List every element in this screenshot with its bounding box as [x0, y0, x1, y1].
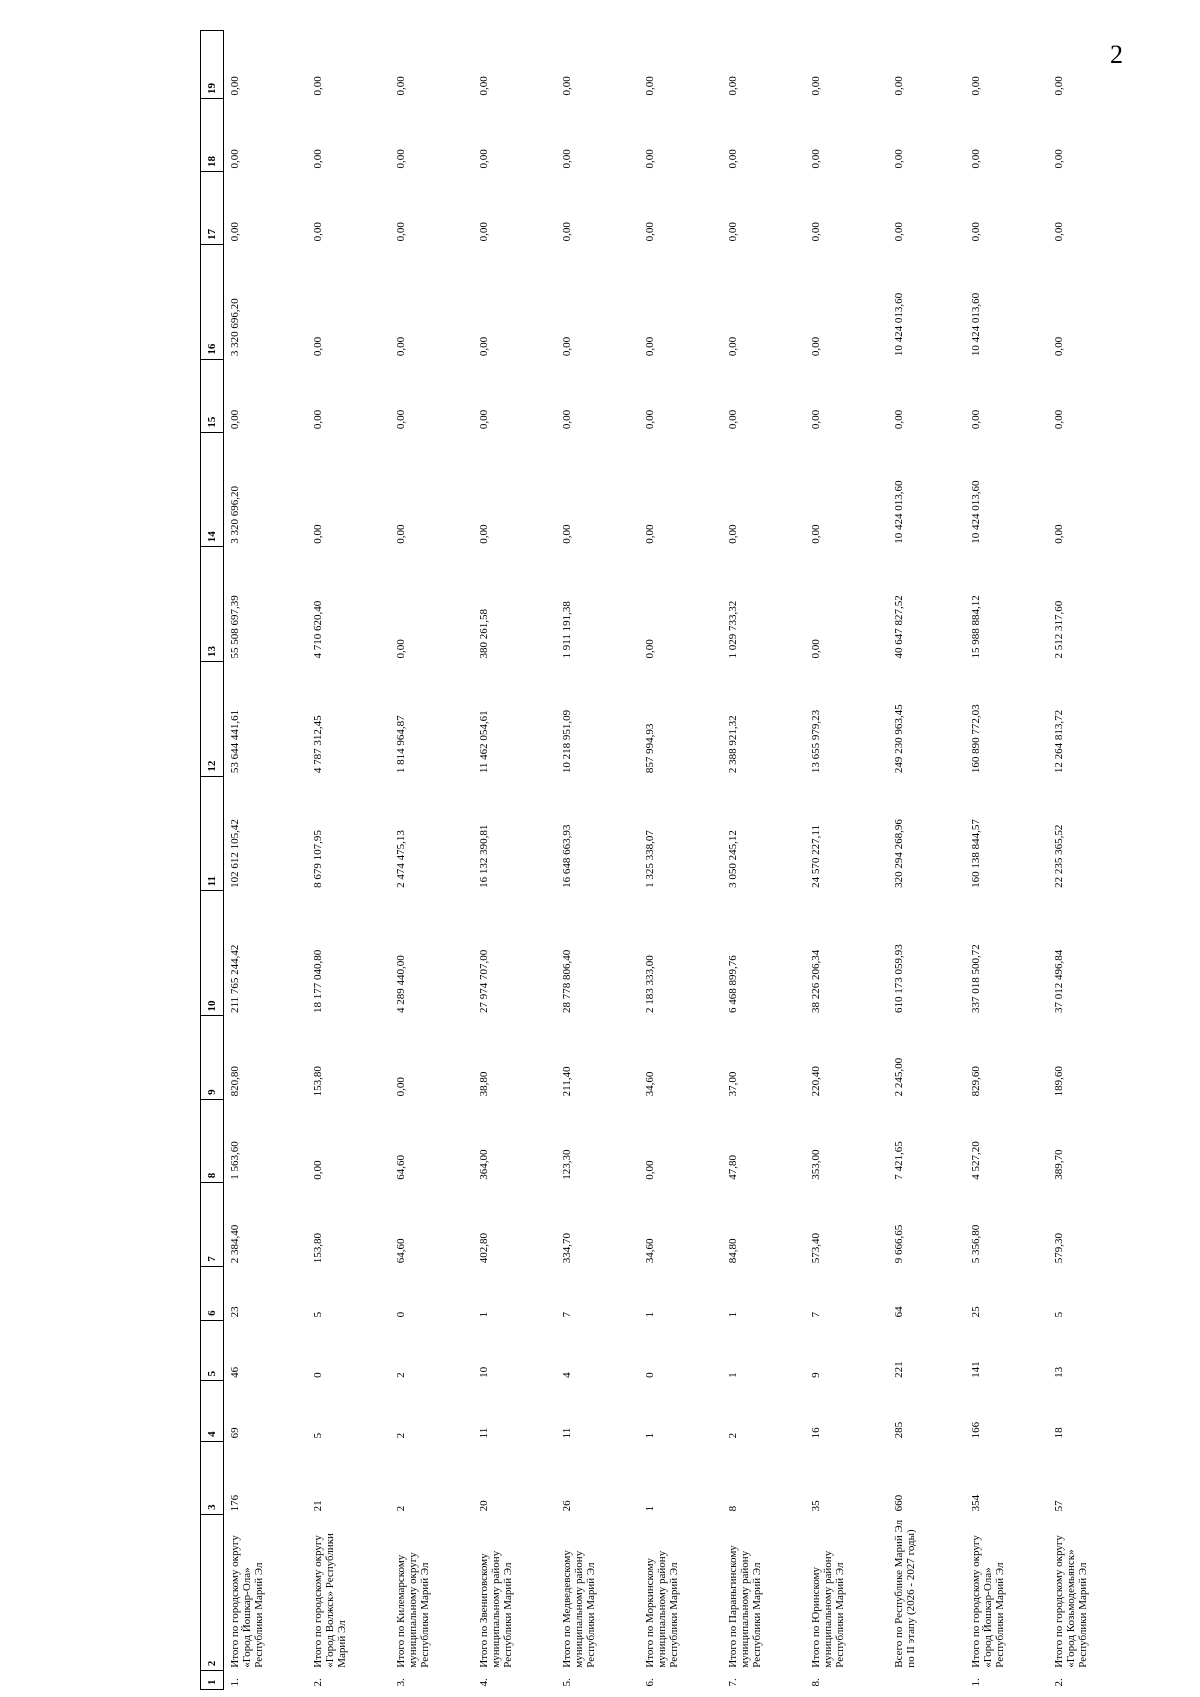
value-cell: 380 261,58 [478, 608, 490, 659]
value-cell: 4 289 440,00 [395, 955, 407, 1013]
value-cell: 0,00 [893, 409, 905, 430]
value-cell: 176 [229, 1494, 241, 1512]
value-cell: 221 [893, 1361, 905, 1378]
value-cell: 5 [1053, 1311, 1065, 1318]
value-cell: 141 [970, 1361, 982, 1378]
value-cell: 28 778 806,40 [561, 949, 573, 1013]
value-cell: 1 [727, 1311, 739, 1318]
value-cell: 153,80 [312, 1232, 324, 1264]
value-cell: 402,80 [478, 1232, 490, 1264]
value-cell: 27 974 707,00 [478, 949, 490, 1013]
value-cell: 0,00 [644, 336, 656, 357]
value-cell: 23 [229, 1306, 241, 1318]
value-cell: 4 [561, 1372, 573, 1378]
column-header-11: 11 [201, 776, 224, 891]
row-number-cell: 1. [229, 1678, 241, 1687]
value-cell: 160 138 844,57 [970, 819, 982, 888]
table-row [722, 31, 805, 1690]
value-cell: 10 424 013,60 [970, 292, 982, 357]
value-cell: 0,00 [970, 149, 982, 169]
value-cell: 153,80 [312, 1066, 324, 1097]
value-cell: 0,00 [395, 222, 407, 242]
value-cell: 123,30 [561, 1149, 573, 1180]
row-number-cell: 5. [561, 1678, 573, 1687]
column-header-1: 1 [201, 1671, 224, 1690]
value-cell: 1 [644, 1311, 656, 1318]
value-cell: 0,00 [1053, 336, 1065, 357]
value-cell: 2 245,00 [893, 1057, 905, 1097]
value-cell: 0,00 [727, 222, 739, 242]
value-cell: 0,00 [478, 524, 490, 544]
value-cell: 2 384,40 [229, 1224, 241, 1264]
value-cell: 1 [644, 1432, 656, 1439]
value-cell: 37 012 496,84 [1053, 949, 1065, 1013]
value-cell: 334,70 [561, 1232, 573, 1264]
value-cell: 579,30 [1053, 1232, 1065, 1264]
value-cell: 16 [810, 1427, 822, 1439]
value-cell: 0,00 [1053, 76, 1065, 96]
value-cell: 2 [727, 1432, 739, 1439]
value-cell: 211 765 244,42 [229, 944, 241, 1013]
value-cell: 0,00 [478, 149, 490, 169]
value-cell: 1 029 733,32 [727, 600, 739, 659]
table-row [965, 31, 1048, 1690]
value-cell: 102 612 105,42 [229, 819, 241, 888]
value-cell: 0,00 [312, 1160, 324, 1180]
value-cell: 20 [478, 1500, 490, 1512]
data-table [200, 30, 1131, 1690]
value-cell: 829,60 [970, 1066, 982, 1097]
value-cell: 660 [893, 1494, 905, 1512]
row-name-cell: Итого по Параньгинскому муниципальному району Республики Марий Эл [727, 1545, 763, 1668]
value-cell: 10 424 013,60 [893, 292, 905, 357]
value-cell: 0,00 [644, 76, 656, 96]
value-cell: 7 421,65 [893, 1141, 905, 1180]
value-cell: 0,00 [644, 639, 656, 659]
value-cell: 16 648 663,93 [561, 824, 573, 888]
row-name-cell: Итого по городскому округу «Город Йошкар-Ола» Республики Марий Эл [970, 1535, 1006, 1668]
value-cell: 0 [644, 1372, 656, 1378]
value-cell: 84,80 [727, 1238, 739, 1264]
row-number-cell: 1. [970, 1678, 982, 1687]
rotated-table-container [200, 30, 1200, 1690]
value-cell: 4 787 312,45 [312, 715, 324, 774]
table-row [307, 31, 390, 1690]
value-cell: 0,00 [644, 149, 656, 169]
value-cell: 0,00 [229, 222, 241, 242]
column-header-18: 18 [201, 98, 224, 171]
value-cell: 0,00 [810, 149, 822, 169]
value-cell: 0,00 [644, 409, 656, 430]
table-row [888, 31, 965, 1690]
value-cell: 2 183 333,00 [644, 955, 656, 1013]
value-cell: 1 563,60 [229, 1141, 241, 1180]
row-name-cell: Итого по Моркинскому муниципальному району Республики Марий Эл [644, 1550, 680, 1668]
value-cell: 4 527,20 [970, 1141, 982, 1180]
value-cell: 5 356,80 [970, 1224, 982, 1264]
table-row [556, 31, 639, 1690]
value-cell: 21 [312, 1500, 324, 1512]
value-cell: 0,00 [727, 524, 739, 544]
value-cell: 160 890 772,03 [970, 704, 982, 774]
value-cell: 8 679 107,95 [312, 830, 324, 888]
value-cell: 0,00 [970, 409, 982, 430]
value-cell: 0,00 [395, 336, 407, 357]
value-cell: 0,00 [478, 222, 490, 242]
value-cell: 38,80 [478, 1071, 490, 1097]
value-cell: 1 [644, 1505, 656, 1512]
row-name-cell: Всего по Республике Марий Эл по II этапу (2026 - 2027 годы) [893, 1519, 917, 1668]
value-cell: 320 294 268,96 [893, 819, 905, 888]
row-number-cell: 4. [478, 1678, 490, 1687]
value-cell: 11 [478, 1427, 490, 1439]
row-number-cell: 6. [644, 1678, 656, 1687]
value-cell: 10 424 013,60 [893, 480, 905, 544]
value-cell: 13 [1053, 1366, 1065, 1378]
value-cell: 57 [1053, 1500, 1065, 1512]
page-number: 2 [1110, 40, 1123, 69]
value-cell: 11 462 054,61 [478, 710, 490, 774]
row-name-cell: Итого по Медведевскому муниципальному району Республики Марий Эл [561, 1550, 597, 1668]
value-cell: 1 814 964,87 [395, 715, 407, 774]
value-cell: 34,60 [644, 1238, 656, 1264]
value-cell: 5 [312, 1311, 324, 1318]
value-cell: 0,00 [727, 149, 739, 169]
value-cell: 7 [810, 1311, 822, 1318]
row-name-cell: Итого по Килемарскому муниципальному округу Республики Марий Эл [395, 1552, 431, 1668]
value-cell: 364,00 [478, 1149, 490, 1180]
column-header-10: 10 [201, 891, 224, 1016]
value-cell: 0,00 [810, 524, 822, 544]
value-cell: 0,00 [810, 336, 822, 357]
value-cell: 35 [810, 1500, 822, 1512]
value-cell: 18 [1053, 1427, 1065, 1439]
value-cell: 0,00 [561, 149, 573, 169]
value-cell: 820,80 [229, 1066, 241, 1097]
value-cell: 0,00 [810, 76, 822, 96]
value-cell: 0,00 [893, 222, 905, 242]
table-row [224, 31, 308, 1690]
value-cell: 26 [561, 1500, 573, 1512]
value-cell: 53 644 441,61 [229, 709, 241, 774]
value-cell: 0,00 [970, 76, 982, 96]
value-cell: 12 264 813,72 [1053, 709, 1065, 774]
value-cell: 69 [229, 1427, 241, 1439]
column-number-header-row [201, 31, 224, 1690]
value-cell: 353,00 [810, 1149, 822, 1180]
value-cell: 1 911 191,38 [561, 601, 573, 659]
value-cell: 2 474 475,13 [395, 830, 407, 888]
value-cell: 22 235 365,52 [1053, 824, 1065, 888]
value-cell: 389,70 [1053, 1149, 1065, 1180]
value-cell: 0,00 [395, 149, 407, 169]
value-cell: 2 388 921,32 [727, 715, 739, 774]
value-cell: 9 [810, 1372, 822, 1378]
column-header-12: 12 [201, 661, 224, 776]
value-cell: 211,40 [561, 1066, 573, 1097]
value-cell: 857 994,93 [644, 723, 656, 774]
value-cell: 573,40 [810, 1232, 822, 1264]
value-cell: 0,00 [478, 76, 490, 96]
value-cell: 3 050 245,12 [727, 830, 739, 888]
row-name-cell: Итого по городскому округу «Город Волжск» Республики Марий Эл [312, 1533, 348, 1668]
value-cell: 34,60 [644, 1071, 656, 1097]
value-cell: 3 320 696,20 [229, 486, 241, 544]
column-header-3: 3 [201, 1441, 224, 1514]
value-cell: 4 710 620,40 [312, 600, 324, 659]
value-cell: 15 988 884,12 [970, 595, 982, 659]
value-cell: 0,00 [312, 524, 324, 544]
value-cell: 249 230 963,45 [893, 704, 905, 774]
value-cell: 8 [727, 1505, 739, 1512]
column-header-17: 17 [201, 171, 224, 244]
value-cell: 2 [395, 1372, 407, 1378]
value-cell: 55 508 697,39 [229, 595, 241, 659]
value-cell: 18 177 040,80 [312, 949, 324, 1013]
value-cell: 0,00 [229, 76, 241, 96]
column-header-7: 7 [201, 1183, 224, 1266]
value-cell: 0,00 [312, 222, 324, 242]
column-header-9: 9 [201, 1016, 224, 1099]
value-cell: 0 [312, 1372, 324, 1378]
column-header-14: 14 [201, 432, 224, 547]
value-cell: 0,00 [395, 639, 407, 659]
value-cell: 166 [970, 1421, 982, 1439]
value-cell: 0,00 [727, 76, 739, 96]
value-cell: 0,00 [395, 76, 407, 96]
value-cell: 0,00 [810, 222, 822, 242]
value-cell: 3 320 696,20 [229, 298, 241, 357]
value-cell: 0,00 [970, 222, 982, 242]
table-row [1048, 31, 1131, 1690]
value-cell: 337 018 500,72 [970, 944, 982, 1013]
value-cell: 285 [893, 1421, 905, 1439]
value-cell: 64,60 [395, 1155, 407, 1180]
table-row [639, 31, 722, 1690]
value-cell: 46 [229, 1366, 241, 1378]
value-cell: 0,00 [312, 409, 324, 430]
value-cell: 5 [312, 1432, 324, 1439]
column-header-8: 8 [201, 1099, 224, 1182]
column-header-4: 4 [201, 1381, 224, 1441]
value-cell: 0,00 [229, 149, 241, 169]
column-header-5: 5 [201, 1320, 224, 1380]
value-cell: 0,00 [561, 409, 573, 430]
value-cell: 0,00 [395, 409, 407, 430]
value-cell: 9 666,65 [893, 1224, 905, 1264]
row-name-cell: Итого по городскому округу «Город Йошкар-Ола» Республики Марий Эл [229, 1535, 265, 1668]
value-cell: 11 [561, 1427, 573, 1439]
value-cell: 13 655 979,23 [810, 709, 822, 774]
row-name-cell: Итого по Звениговскому муниципальному району Республики Марий Эл [478, 1550, 514, 1668]
value-cell: 1 [478, 1311, 490, 1318]
row-number-cell: 3. [395, 1678, 407, 1687]
value-cell: 1 325 338,07 [644, 830, 656, 888]
value-cell: 25 [970, 1306, 982, 1318]
value-cell: 38 226 206,34 [810, 949, 822, 1013]
value-cell: 2 [395, 1432, 407, 1439]
column-header-13: 13 [201, 547, 224, 662]
value-cell: 64 [893, 1306, 905, 1318]
value-cell: 610 173 059,93 [893, 944, 905, 1013]
value-cell: 0,00 [561, 336, 573, 357]
value-cell: 0,00 [644, 524, 656, 544]
value-cell: 10 218 951,09 [561, 709, 573, 774]
value-cell: 0 [395, 1311, 407, 1318]
row-number-cell: 2. [312, 1678, 324, 1687]
row-name-cell: Итого по Юринскому муниципальному району Республики Марий Эл [810, 1550, 846, 1668]
value-cell: 16 132 390,81 [478, 824, 490, 888]
value-cell: 6 468 899,76 [727, 955, 739, 1013]
value-cell: 0,00 [893, 149, 905, 169]
value-cell: 220,40 [810, 1066, 822, 1097]
value-cell: 189,60 [1053, 1066, 1065, 1097]
value-cell: 0,00 [395, 1077, 407, 1097]
value-cell: 10 424 013,60 [970, 480, 982, 544]
value-cell: 2 512 317,60 [1053, 600, 1065, 659]
value-cell: 0,00 [644, 1160, 656, 1180]
value-cell: 10 [478, 1366, 490, 1378]
value-cell: 1 [727, 1372, 739, 1378]
column-header-16: 16 [201, 244, 224, 359]
value-cell: 0,00 [1053, 524, 1065, 544]
value-cell: 7 [561, 1311, 573, 1318]
value-cell: 0,00 [312, 336, 324, 357]
value-cell: 2 [395, 1505, 407, 1512]
row-number-cell: 7. [727, 1678, 739, 1687]
value-cell: 0,00 [229, 409, 241, 430]
value-cell: 64,60 [395, 1238, 407, 1264]
value-cell: 0,00 [727, 409, 739, 430]
value-cell: 0,00 [810, 639, 822, 659]
value-cell: 40 647 827,52 [893, 595, 905, 659]
value-cell: 0,00 [893, 76, 905, 96]
column-header-6: 6 [201, 1266, 224, 1320]
table-row [473, 31, 556, 1690]
value-cell: 0,00 [644, 222, 656, 242]
value-cell: 37,00 [727, 1071, 739, 1097]
value-cell: 47,80 [727, 1155, 739, 1180]
value-cell: 354 [970, 1494, 982, 1512]
value-cell: 0,00 [810, 409, 822, 430]
value-cell: 0,00 [1053, 409, 1065, 430]
value-cell: 0,00 [478, 409, 490, 430]
table-row [805, 31, 888, 1690]
value-cell: 24 570 227,11 [810, 825, 822, 888]
row-number-cell: 2. [1053, 1678, 1065, 1687]
row-number-cell: 8. [810, 1678, 822, 1687]
column-header-2: 2 [201, 1514, 224, 1670]
column-header-15: 15 [201, 359, 224, 432]
value-cell: 0,00 [727, 336, 739, 357]
column-header-19: 19 [201, 31, 224, 99]
value-cell: 0,00 [478, 336, 490, 357]
value-cell: 0,00 [561, 524, 573, 544]
value-cell: 0,00 [312, 76, 324, 96]
value-cell: 0,00 [1053, 222, 1065, 242]
table-row [390, 31, 473, 1690]
row-name-cell: Итого по городскому округу «Город Козьмодемьянск» Республики Марий Эл [1053, 1535, 1089, 1668]
value-cell: 0,00 [561, 76, 573, 96]
value-cell: 0,00 [561, 222, 573, 242]
value-cell: 0,00 [395, 524, 407, 544]
value-cell: 0,00 [1053, 149, 1065, 169]
row-number-cell [888, 1671, 965, 1690]
value-cell: 0,00 [312, 149, 324, 169]
